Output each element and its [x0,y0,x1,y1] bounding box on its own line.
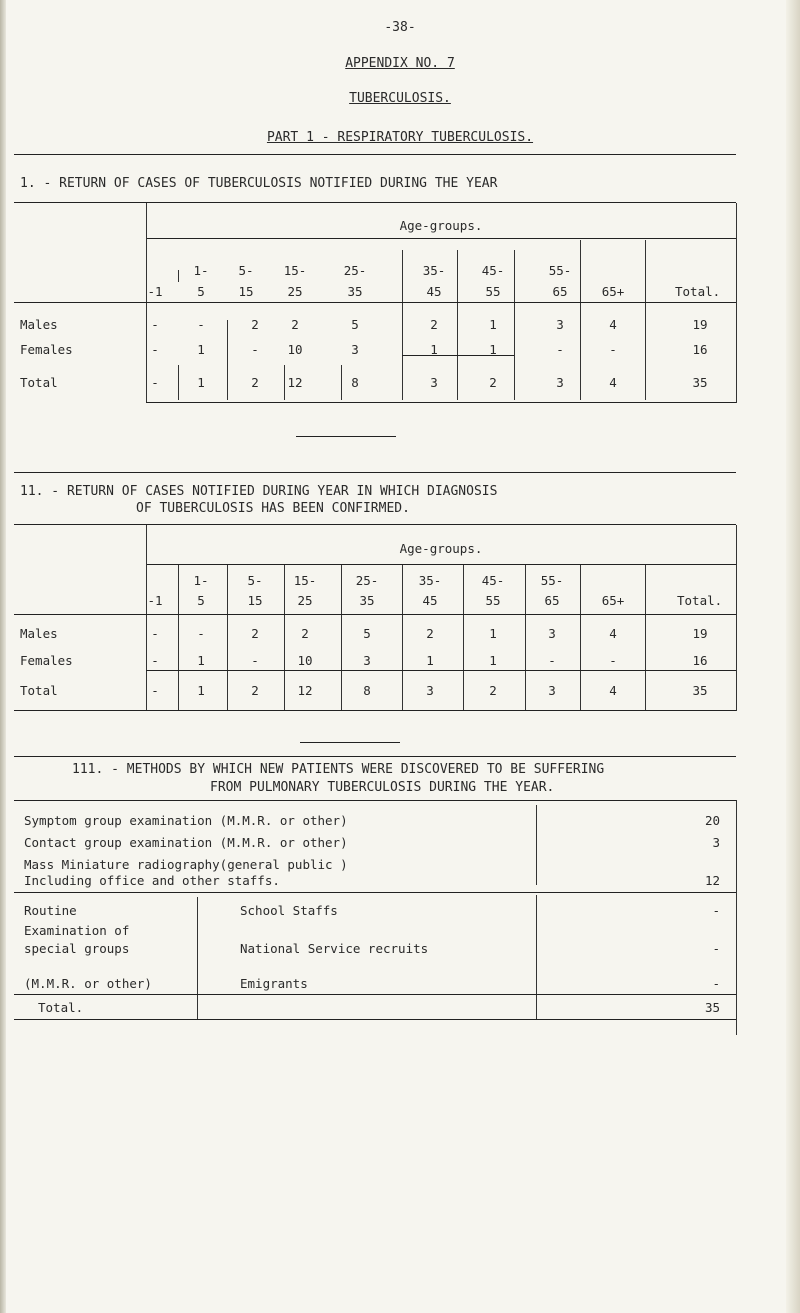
s2-col-total: Total. [677,593,723,608]
s3-total-label: Total. [38,1000,84,1015]
section2-top-rule [14,472,736,473]
section1-title: 1. - RETURN OF CASES OF TUBERCULOSIS NOTIFIED DURING THE YEAR [20,176,498,191]
s3-method-label: Contact group examination (M.M.R. or other) [24,835,348,850]
s2-row-label: Males [20,626,58,641]
s3-method-label: Mass Miniature radiography(general public ) [24,857,348,872]
s1-col-total: Total. [675,284,721,299]
section2-header-rule [14,524,736,525]
section1-header-rule [14,202,736,203]
s3-method-value: 3 [712,835,720,850]
s3-routine-item: Emigrants [240,976,308,991]
section3-title-line2: FROM PULMONARY TUBERCULOSIS DURING THE YEAR. [210,780,555,795]
s3-routine-label: Routine [24,903,77,918]
s3-routine-label: special groups [24,941,130,956]
s3-total-value: 35 [704,1000,720,1015]
page-number: -38- [384,20,416,35]
separator-rule [296,436,396,437]
s3-routine-value: - [712,941,720,956]
s3-routine-item: School Staffs [240,903,338,918]
s3-routine-label: Examination of [24,923,130,938]
section3-header-rule [14,800,736,801]
s3-routine-label: (M.M.R. or other) [24,976,152,991]
s1-col-under1: -1 [147,284,163,299]
section3-top-rule [14,756,736,757]
section3-title-line1: 111. - METHODS BY WHICH NEW PATIENTS WERE DISCOVERED TO BE SUFFERING [72,762,605,777]
s3-routine-value: - [712,903,720,918]
s2-row-label: Females [20,653,73,668]
section1-age-groups-label: Age-groups. [399,218,483,233]
s3-method-label: Symptom group examination (M.M.R. or other) [24,813,348,828]
s3-method-value: 20 [704,813,720,828]
s1-row-label: Total [20,375,58,390]
section2-title-line1: 11. - RETURN OF CASES NOTIFIED DURING YEAR IN WHICH DIAGNOSIS [20,484,498,499]
s2-row-label: Total [20,683,58,698]
s3-routine-item: National Service recruits [240,941,429,956]
separator-rule [300,742,400,743]
s3-routine-value: - [712,976,720,991]
s3-method-value: 12 [704,873,720,888]
s2-col-under1: -1 [147,593,163,608]
page-edge-right [786,0,800,1313]
appendix-heading: APPENDIX NO. 7 [345,56,455,71]
section2-title-line2: OF TUBERCULOSIS HAS BEEN CONFIRMED. [136,501,410,516]
part-heading: PART 1 - RESPIRATORY TUBERCULOSIS. [266,130,534,145]
section2-age-groups-label: Age-groups. [399,541,483,556]
subject-heading: TUBERCULOSIS. [349,91,451,106]
s1-row-label: Females [20,342,73,357]
page-edge-left [0,0,6,1313]
section1-top-rule [14,154,736,155]
s1-row-label: Males [20,317,58,332]
s3-method-label: Including office and other staffs. [24,873,280,888]
